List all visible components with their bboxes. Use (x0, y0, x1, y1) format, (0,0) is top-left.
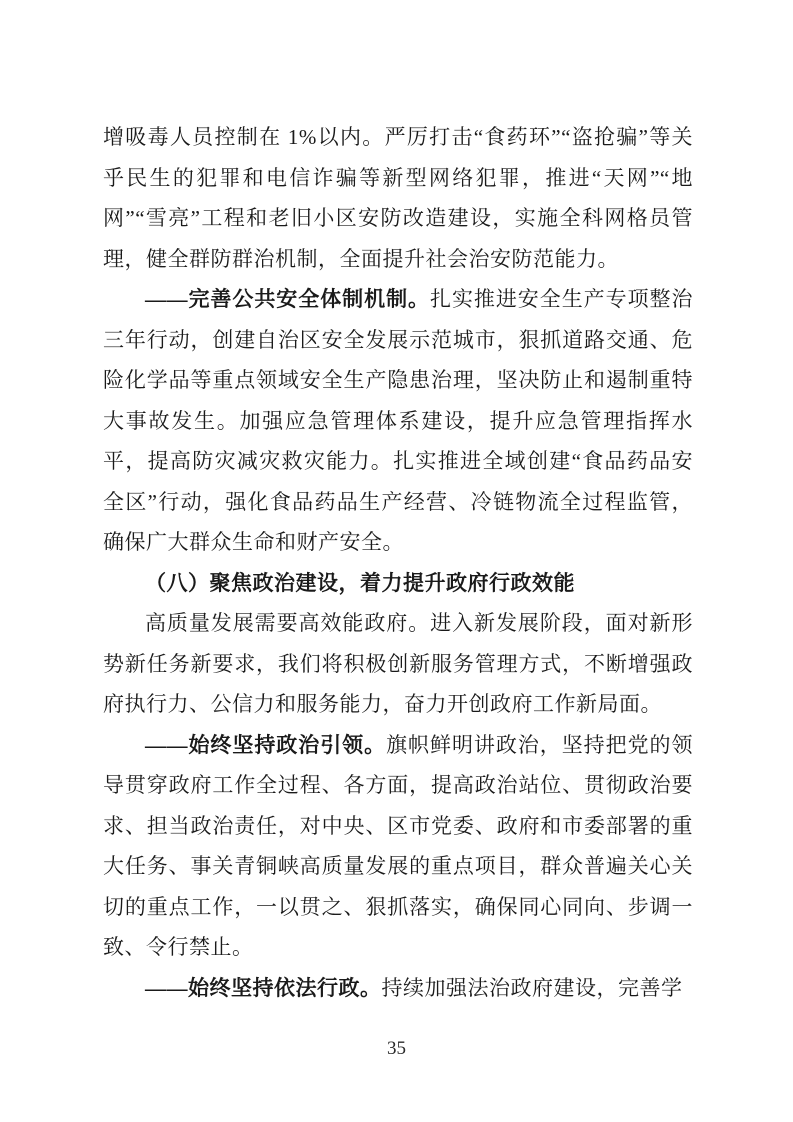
paragraph-bold-lead: ——始终坚持依法行政。 (145, 975, 382, 1000)
paragraph-public-security-continuation (103, 117, 693, 279)
paragraph-bold-lead: ——完善公共安全体制机制。 (145, 287, 430, 311)
paragraph-text: 旗帜鲜明讲政治，坚持把党的领导贯穿政府工作全过程、各方面，提高政治站位、贯彻政治要求、担当政治责任，对中央、区市党委、政府和市委部署的重大任务、事关青铜峡高质量发展的重点项目，群众普遍关心关切的重点工作，一以贯之、狠抓落实，确保同心同向、步调一致、令行禁止。 (103, 732, 694, 959)
paragraph-political-guidance (103, 725, 693, 968)
paragraph-text: 持续加强法治政府建设，完善学 (381, 975, 683, 1000)
paragraph-text: 扎实推进安全生产专项整治三年行动，创建自治区安全发展示范城市，狠抓道路交通、危险化学品等重点领域安全生产隐患治理，坚决防止和遏制重特大事故发生。加强应急管理体系建设，提升应急管理指挥水平，提高防灾减灾救灾能力。扎实推进全域创建“食品药品安全区”行动，强化食品药品生产经营、冷链物流全过程监管，确保广大群众生命和财产安全。 (103, 287, 694, 554)
paragraph-law-based-administration (103, 968, 693, 1009)
paragraph-text: 增吸毒人员控制在 1%以内。严厉打击“食药环”“盗抢骗”等关乎民生的犯罪和电信诈骗等新型网络犯罪，推进“天网”“地网”“雪亮”工程和老旧小区安防改造建设，实施全科网格员管理，健全群防群治机制，全面提升社会治安防范能力。 (103, 125, 693, 271)
paragraph-high-efficiency-government (103, 603, 693, 725)
paragraph-public-safety-system (103, 279, 693, 563)
page-number: 35 (387, 1038, 406, 1059)
section-heading-text: （八）聚焦政治建设，着力提升政府行政效能 (145, 570, 575, 595)
section-heading-eight (103, 563, 693, 604)
paragraph-bold-lead: ——始终坚持政治引领。 (145, 732, 387, 757)
paragraph-text: 高质量发展需要高效能政府。进入新发展阶段，面对新形势新任务新要求，我们将积极创新服务管理方式，不断增强政府执行力、公信力和服务能力，奋力开创政府工作新局面。 (103, 611, 693, 716)
document-body (103, 117, 693, 1008)
